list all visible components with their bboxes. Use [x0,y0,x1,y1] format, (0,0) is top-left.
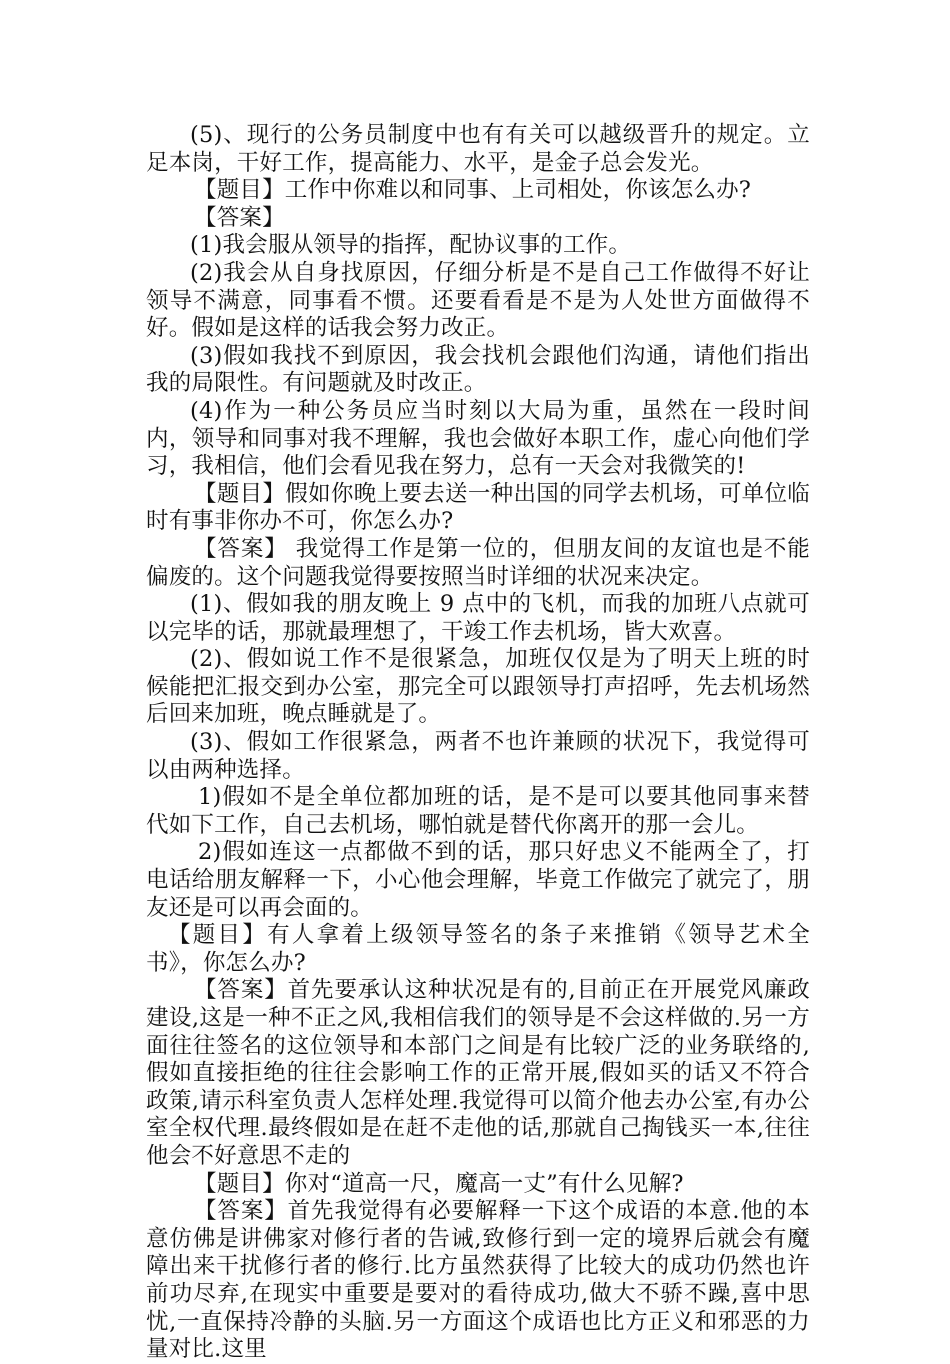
answer-paragraph: 【答案】 我觉得工作是第一位的，但朋友间的友谊也是不能偏废的。这个问题我觉得要按照当时详细的状况来决定。 [146,535,810,590]
answer-paragraph: 【答案】首先我觉得有必要解释一下这个成语的本意.他的本意仿佛是讲佛家对修行者的告诫,致修行到一定的境界后就会有魔障出来干扰修行者的修行.比方虽然获得了比较大的成功仍然也许前功尽弃,在现实中重要是要对的看待成功,做大不骄不躁,喜中思忧,一直保持冷静的头脑.另一方面这个成语也比方正义和邪恶的力量对比.这里 [146,1198,810,1363]
question-heading: 【题目】工作中你难以和同事、上司相处，你该怎么办? [194,177,752,204]
answer-point-3: (3)假如我找不到原因，我会找机会跟他们沟通，请他们指出我的局限性。有问题就及时改正。 [146,342,810,397]
answer-subpoint-2: 2)假如连这一点都做不到的话，那只好忠义不能两全了，打电话给朋友解释一下，小心他会理解，毕竟工作做完了就完了，朋友还是可以再会面的。 [146,839,810,921]
answer-point-4: (4)作为一种公务员应当时刻以大局为重，虽然在一段时间内，领导和同事对我不理解，我也会做好本职工作，虚心向他们学习，我相信，他们会看见我在努力，总有一天会对我微笑的! [146,397,810,480]
answer-heading: 【答案】 [194,204,285,231]
answer-point-2: (2)我会从自身找原因，仔细分析是不是自己工作做得不好让领导不满意，同事看不惯。还要看看是不是为人处世方面做得不好。假如是这样的话我会努力改正。 [146,259,810,342]
document-page [146,122,810,1364]
question-heading: 【题目】你对“道高一尺，魔高一丈”有什么见解? [194,1170,684,1197]
answer-point-2: (2)、假如说工作不是很紧急，加班仅仅是为了明天上班的时候能把汇报交到办公室，那完全可以跟领导打声招呼，先去机场然后回来加班，晚点睡就是了。 [146,646,810,728]
answer-subpoint-1: 1)假如不是全单位都加班的话，是不是可以要其他同事来替代如下工作，自己去机场，哪怕就是替代你离开的那一会儿。 [146,784,810,838]
paragraph-point-5: (5)、现行的公务员制度中也有有关可以越级晋升的规定。立足本岗，干好工作，提高能力、水平，是金子总会发光。 [146,122,810,176]
answer-point-3: (3)、假如工作很紧急，两者不也许兼顾的状况下，我觉得可以由两种选择。 [146,729,810,783]
answer-point-1: (1)我会服从领导的指挥，配协议事的工作。 [190,232,632,259]
answer-paragraph: 【答案】首先要承认这种状况是有的,目前正在开展党风廉政建设,这是一种不正之风,我相信我们的领导是不会这样做的.另一方面往往签名的这位领导和本部门之间是有比较广泛的业务联络的,假如直接拒绝的往往会影响工作的正常开展,假如买的话又不符合政策,请示科室负责人怎样处理.我觉得可以简介他去办公室,有办公室全权代理.最终假如是在赶不走他的话,那就自己掏钱买一本,往往他会不好意思不走的 [146,977,810,1169]
question-heading: 【题目】有人拿着上级领导签名的条子来推销《领导艺术全书》，你怎么办? [146,922,810,976]
answer-point-1: (1)、假如我的朋友晚上 9 点中的飞机，而我的加班八点就可以完毕的话，那就最理想了，干竣工作去机场，皆大欢喜。 [146,591,810,645]
question-heading: 【题目】假如你晚上要去送一种出国的同学去机场，可单位临时有事非你办不可，你怎么办? [146,480,810,535]
